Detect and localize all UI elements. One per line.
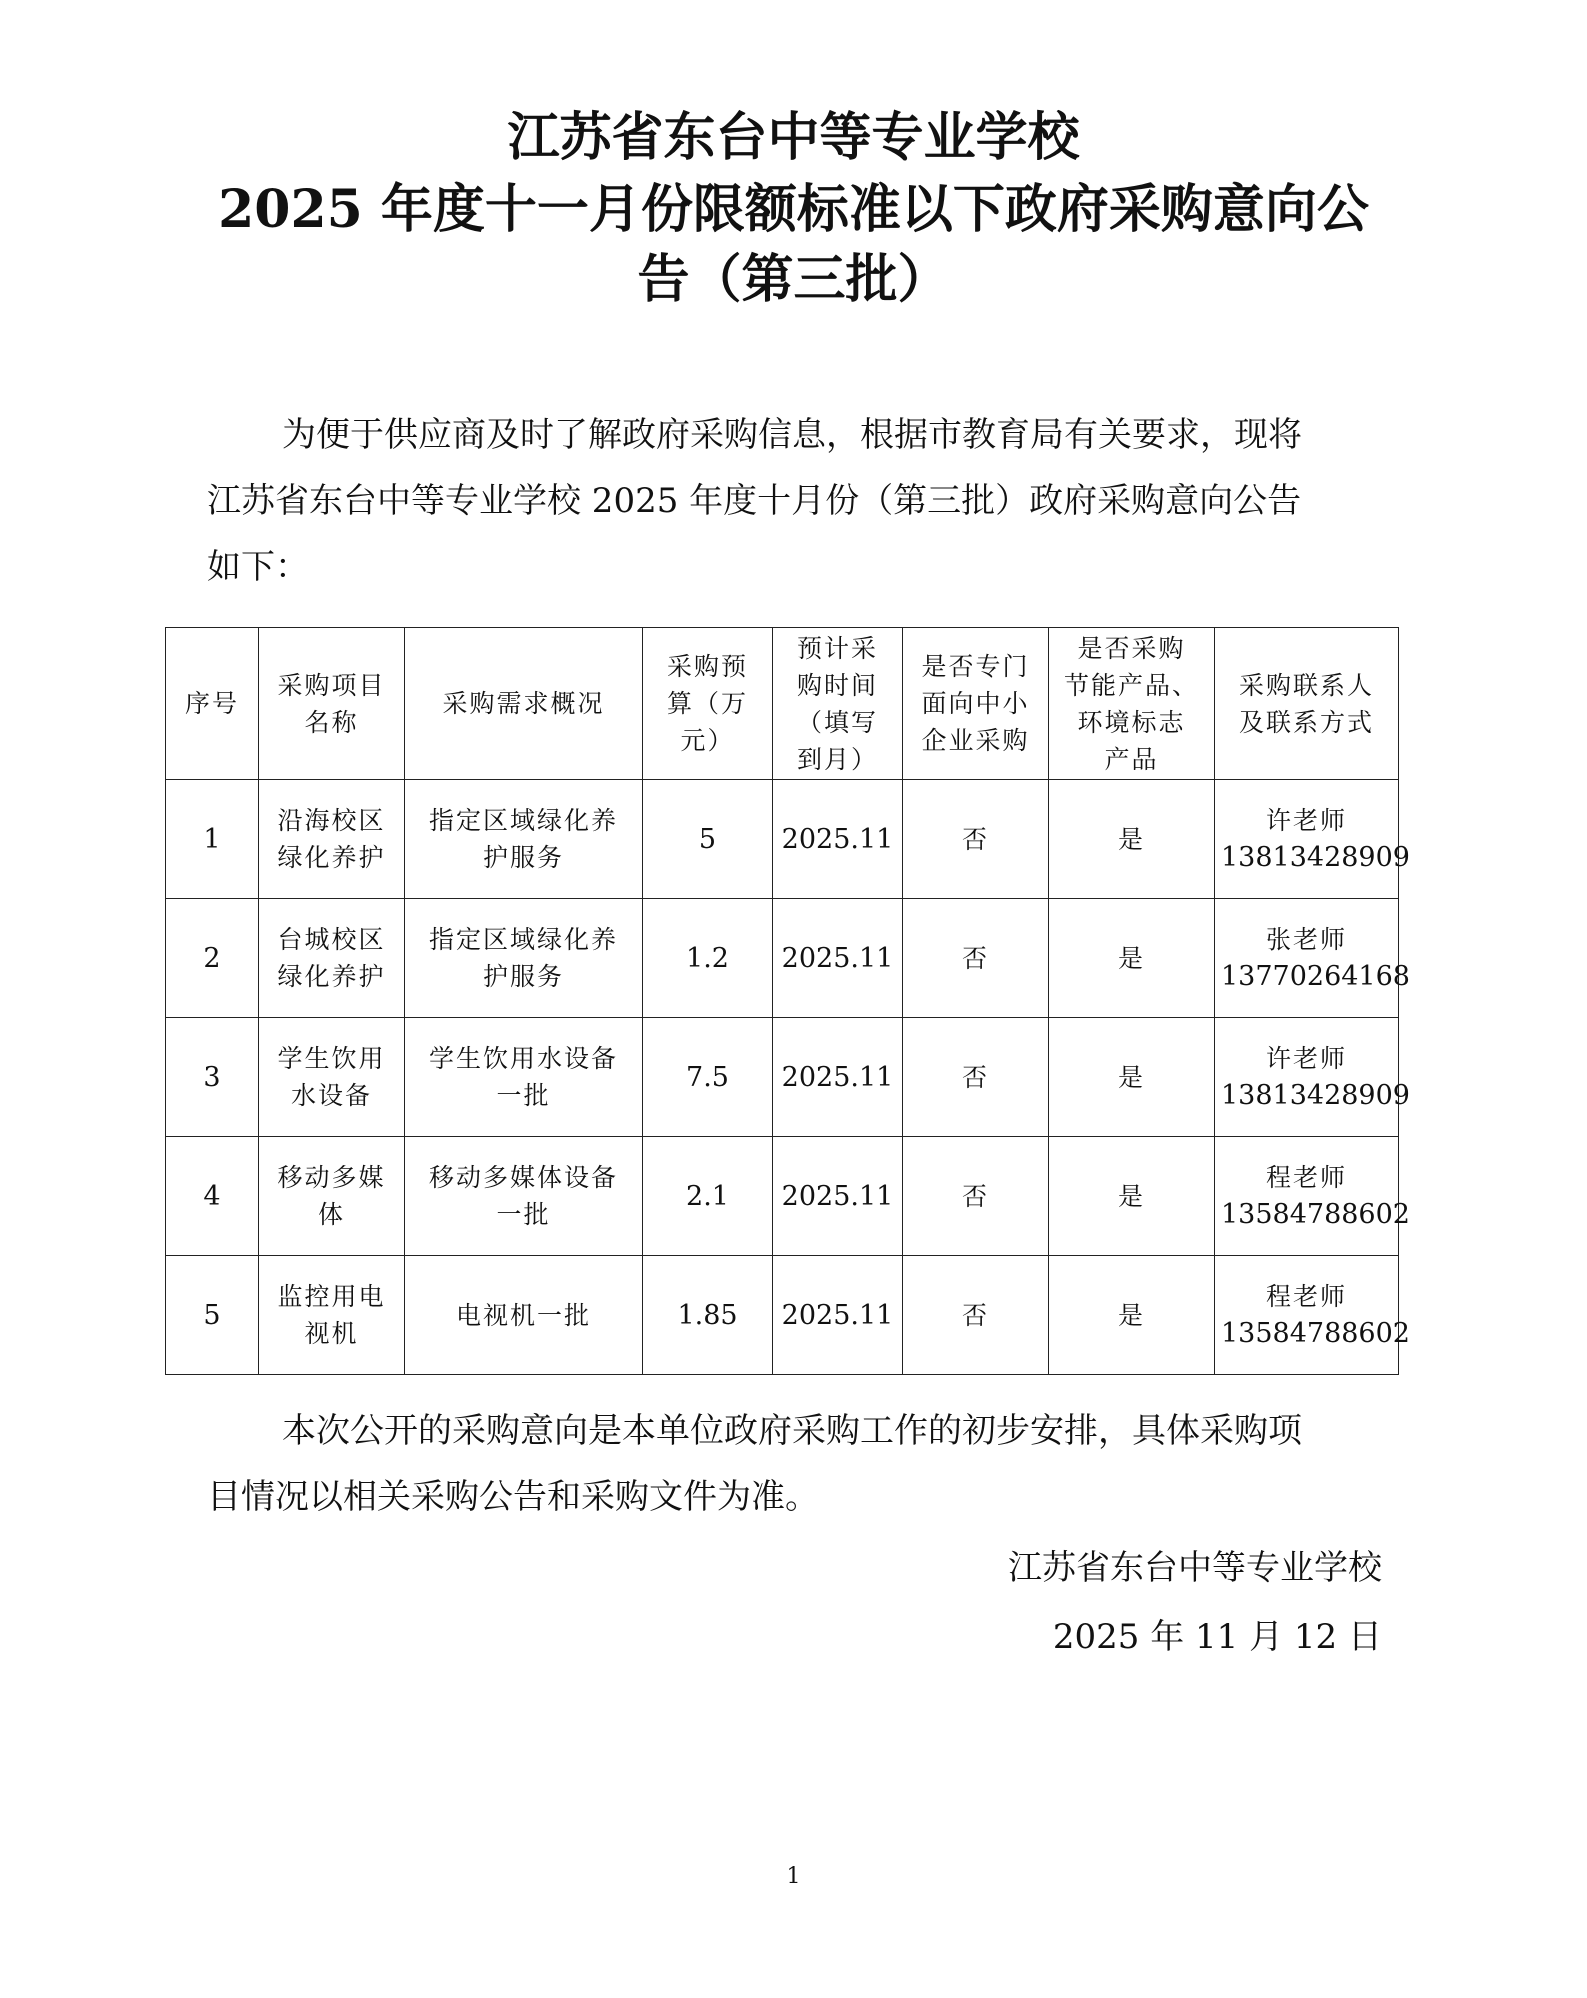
table-header-cell	[1049, 628, 1215, 780]
header-text: 元）	[680, 726, 735, 755]
header-text: 及联系方式	[1238, 707, 1374, 737]
contact-cell	[1215, 899, 1410, 1018]
eco-product-cell: 是	[1049, 1018, 1215, 1137]
header-text: 采购联系人	[1238, 670, 1374, 700]
table-header-row	[166, 628, 1399, 780]
row-number-cell: 2	[166, 899, 259, 1018]
table-row	[166, 1256, 1399, 1375]
table-header-cell	[405, 628, 643, 780]
table-row	[166, 1137, 1399, 1256]
header-text: 预计采	[796, 633, 878, 663]
intro-line: 为便于供应商及时了解政府采购信息，根据市教育局有关要求，现将	[282, 415, 1302, 455]
purchase-time-cell: 2025.11	[773, 1018, 903, 1137]
table-row	[166, 780, 1399, 899]
project-name-cell-line: 绿化养护	[277, 843, 386, 872]
closing-paragraph	[207, 1398, 1382, 1530]
header-text: 节能产品、	[1063, 670, 1199, 700]
budget-cell: 1.85	[643, 1256, 773, 1375]
project-name-cell-line: 移动多媒	[277, 1163, 386, 1192]
project-name-cell-line: 监控用电	[277, 1282, 386, 1311]
document-title-line-3: 告（第三批）	[637, 249, 950, 310]
intro-line: 如下：	[207, 547, 309, 587]
requirement-cell	[405, 1256, 643, 1375]
project-name-cell-line: 台城校区	[277, 925, 386, 954]
row-number-cell: 4	[166, 1137, 259, 1256]
requirement-cell-line: 一批	[496, 1081, 551, 1110]
purchase-time-cell: 2025.11	[773, 780, 903, 899]
requirement-cell	[405, 1137, 643, 1256]
purchase-time-cell: 2025.11	[773, 899, 903, 1018]
requirement-cell-line: 移动多媒体设备	[428, 1163, 618, 1192]
table-body	[166, 780, 1410, 1375]
table-header-cell	[903, 628, 1049, 780]
table-header-cell	[773, 628, 903, 780]
header-text: 采购预	[666, 652, 748, 681]
intro-paragraph	[207, 402, 1382, 600]
document-title-line-1: 江苏省东台中等专业学校	[507, 107, 1080, 168]
contact-cell	[1215, 780, 1410, 899]
header-text: 是否采购	[1077, 633, 1186, 663]
header-text: 环境标志	[1077, 707, 1186, 737]
project-name-cell-line: 体	[317, 1200, 345, 1229]
project-name-cell-line: 学生饮用	[277, 1044, 386, 1073]
budget-cell: 1.2	[643, 899, 773, 1018]
header-text: 到月）	[796, 744, 878, 774]
project-name-cell-line: 水设备	[290, 1081, 372, 1110]
header-text: 采购项目	[277, 670, 386, 700]
requirement-cell-line: 指定区域绿化养	[428, 925, 618, 954]
project-name-cell	[259, 1137, 405, 1256]
signature-org: 江苏省东台中等专业学校	[1008, 1548, 1382, 1588]
eco-product-cell: 是	[1049, 1137, 1215, 1256]
sme-cell: 否	[903, 1018, 1049, 1137]
project-name-cell-line: 视机	[304, 1319, 359, 1348]
contact-name: 程老师	[1265, 1163, 1347, 1192]
project-name-cell	[259, 1018, 405, 1137]
project-name-cell-line: 绿化养护	[277, 962, 386, 991]
requirement-cell-line: 指定区域绿化养	[428, 806, 618, 835]
contact-cell	[1215, 1256, 1410, 1375]
project-name-cell	[259, 780, 405, 899]
project-name-cell-line: 沿海校区	[277, 806, 386, 835]
contact-cell	[1215, 1018, 1410, 1137]
purchase-time-cell: 2025.11	[773, 1256, 903, 1375]
contact-cell	[1215, 1137, 1410, 1256]
contact-name: 张老师	[1265, 925, 1347, 954]
requirement-cell-line: 学生饮用水设备	[428, 1044, 618, 1073]
table-header-cell	[643, 628, 773, 780]
page-number: 1	[786, 1864, 801, 1889]
eco-product-cell: 是	[1049, 780, 1215, 899]
header-text: 面向中小	[921, 689, 1030, 718]
document-title-line-2: 2025 年度十一月份限额标准以下政府采购意向公	[218, 179, 1369, 240]
table-header-cell	[259, 628, 405, 780]
contact-phone: 13584788602	[1221, 1318, 1410, 1349]
requirement-cell-line: 一批	[496, 1200, 551, 1229]
header-text: 算（万	[666, 689, 748, 718]
eco-product-cell: 是	[1049, 899, 1215, 1018]
sme-cell: 否	[903, 1137, 1049, 1256]
intro-line: 江苏省东台中等专业学校 2025 年度十月份（第三批）政府采购意向公告	[207, 481, 1302, 521]
budget-cell: 2.1	[643, 1137, 773, 1256]
row-number-cell: 5	[166, 1256, 259, 1375]
row-number-cell: 3	[166, 1018, 259, 1137]
procurement-table	[165, 627, 1410, 1375]
contact-phone: 13584788602	[1221, 1199, 1410, 1230]
project-name-cell	[259, 1256, 405, 1375]
row-number-cell: 1	[166, 780, 259, 899]
header-text: （填写	[796, 707, 878, 737]
contact-phone: 13770264168	[1221, 961, 1410, 992]
contact-name: 程老师	[1265, 1282, 1347, 1311]
header-text: 序号	[184, 689, 239, 718]
requirement-cell	[405, 780, 643, 899]
requirement-cell-line: 护服务	[482, 962, 564, 991]
sme-cell: 否	[903, 780, 1049, 899]
closing-line: 本次公开的采购意向是本单位政府采购工作的初步安排，具体采购项	[282, 1411, 1302, 1451]
contact-name: 许老师	[1265, 806, 1347, 835]
signature-date: 2025 年 11 月 12 日	[1052, 1617, 1382, 1657]
contact-name: 许老师	[1265, 1044, 1347, 1073]
sme-cell: 否	[903, 1256, 1049, 1375]
table-header-cell	[1215, 628, 1399, 780]
header-text: 是否专门	[921, 652, 1030, 681]
contact-phone: 13813428909	[1221, 842, 1410, 873]
header-text: 产品	[1104, 744, 1159, 774]
budget-cell: 7.5	[643, 1018, 773, 1137]
requirement-cell	[405, 899, 643, 1018]
header-text: 购时间	[796, 670, 878, 700]
eco-product-cell: 是	[1049, 1256, 1215, 1375]
contact-phone: 13813428909	[1221, 1080, 1410, 1111]
project-name-cell	[259, 899, 405, 1018]
header-text: 企业采购	[921, 726, 1030, 755]
requirement-cell-line: 电视机一批	[455, 1300, 591, 1330]
sme-cell: 否	[903, 899, 1049, 1018]
purchase-time-cell: 2025.11	[773, 1137, 903, 1256]
requirement-cell	[405, 1018, 643, 1137]
table-row	[166, 1018, 1399, 1137]
requirement-cell-line: 护服务	[482, 843, 564, 872]
table-header-cell	[166, 628, 259, 780]
header-text: 名称	[304, 707, 359, 737]
header-text: 采购需求概况	[442, 689, 605, 718]
table-row	[166, 899, 1399, 1018]
closing-line: 目情况以相关采购公告和采购文件为准。	[207, 1477, 819, 1517]
budget-cell: 5	[643, 780, 773, 899]
